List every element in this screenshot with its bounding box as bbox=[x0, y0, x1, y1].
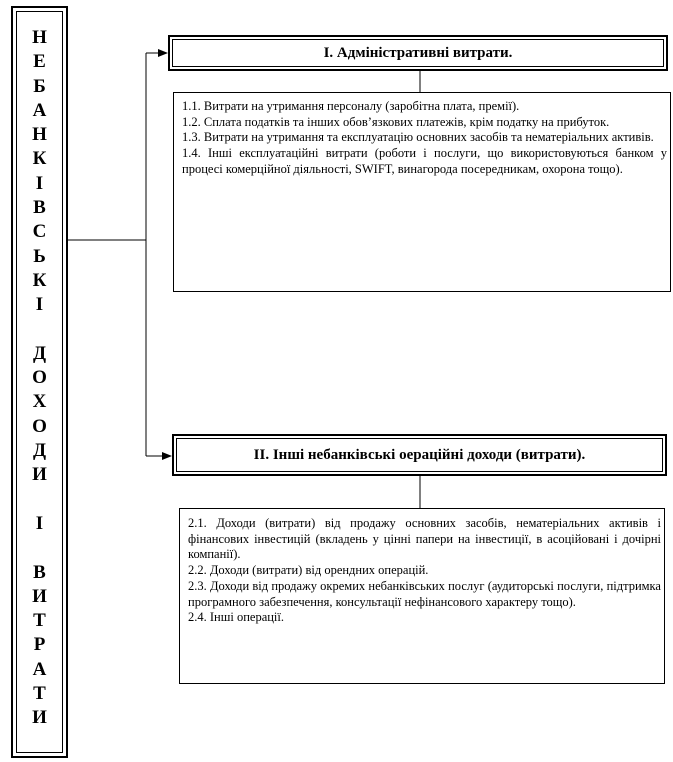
vertical-letter: Н bbox=[32, 124, 47, 146]
list-item: 1.1. Витрати на утримання персоналу (заробітна плата, премії). bbox=[182, 99, 520, 113]
vertical-letter: Б bbox=[33, 75, 46, 97]
vertical-letter: Д bbox=[32, 440, 47, 462]
vertical-letter: Д bbox=[32, 342, 47, 364]
vertical-letter: Н bbox=[32, 27, 47, 48]
section-2-items bbox=[179, 508, 665, 684]
vertical-letter: В bbox=[33, 197, 46, 219]
list-item: 1.2. Сплата податків та інших обов’язкових платежів, крім податку на прибуток. bbox=[182, 114, 610, 129]
vertical-letter: І bbox=[35, 512, 44, 534]
list-item: 1.4. Інші експлуатаційні витрати (роботи і послуги, що використовуються банком у процесі комерційної діяльності, SWIFT, винагорода посередникам, охорона тощо). bbox=[182, 146, 667, 176]
vertical-letter: И bbox=[32, 707, 47, 729]
vertical-letter: А bbox=[32, 99, 47, 121]
arrowhead-section-1 bbox=[158, 49, 168, 57]
vertical-letter: С bbox=[32, 221, 47, 243]
vertical-letter: О bbox=[32, 415, 47, 437]
vertical-letter: А bbox=[32, 658, 47, 680]
vertical-letter: Т bbox=[33, 610, 46, 632]
vertical-letter: К bbox=[32, 148, 47, 170]
list-item: 2.4. Інші операції. bbox=[188, 610, 284, 625]
section-1-title: І. Адміністративні витрати. bbox=[172, 39, 664, 67]
list-item: 1.3. Витрати на утримання та експлуатацію основних засобів та нематеріальних активів. bbox=[182, 130, 654, 145]
list-item: 2.1. Доходи (витрати) від продажу основних засобів, нематеріальних активів і фінансових інвестицій (вкладень у цінні папери на інвестиції, в асоційовані і дочірні компанії). bbox=[188, 516, 661, 562]
vertical-letter: І bbox=[35, 294, 44, 316]
list-item: 2.2. Доходи (витрати) від орендних операцій. bbox=[188, 563, 429, 578]
section-2-header bbox=[172, 434, 667, 476]
vertical-letter: К bbox=[32, 269, 47, 291]
vertical-letter: И bbox=[32, 464, 47, 486]
section-1-header bbox=[168, 35, 668, 71]
vertical-letter: Х bbox=[32, 391, 47, 413]
vertical-letter: Ь bbox=[33, 245, 46, 267]
vertical-letter: Е bbox=[33, 51, 46, 73]
arrowhead-section-2 bbox=[162, 452, 172, 460]
vertical-letter: В bbox=[33, 561, 46, 583]
section-2-title: ІІ. Інші небанківські оераційні доходи (витрати). bbox=[176, 438, 663, 472]
vertical-letter: І bbox=[35, 172, 44, 194]
vertical-title bbox=[17, 26, 62, 752]
section-1-items bbox=[173, 92, 671, 292]
list-item: 2.3. Доходи від продажу окремих небанківських послуг (аудиторські послуги, підтримка програмного забезпечення, консультації нефінансового характеру тощо). bbox=[188, 578, 661, 609]
left-vertical-label-box bbox=[11, 6, 68, 758]
vertical-letter: Р bbox=[33, 634, 46, 656]
vertical-letter: Т bbox=[33, 683, 46, 705]
vertical-letter: О bbox=[32, 367, 47, 389]
vertical-letter: И bbox=[32, 585, 47, 607]
